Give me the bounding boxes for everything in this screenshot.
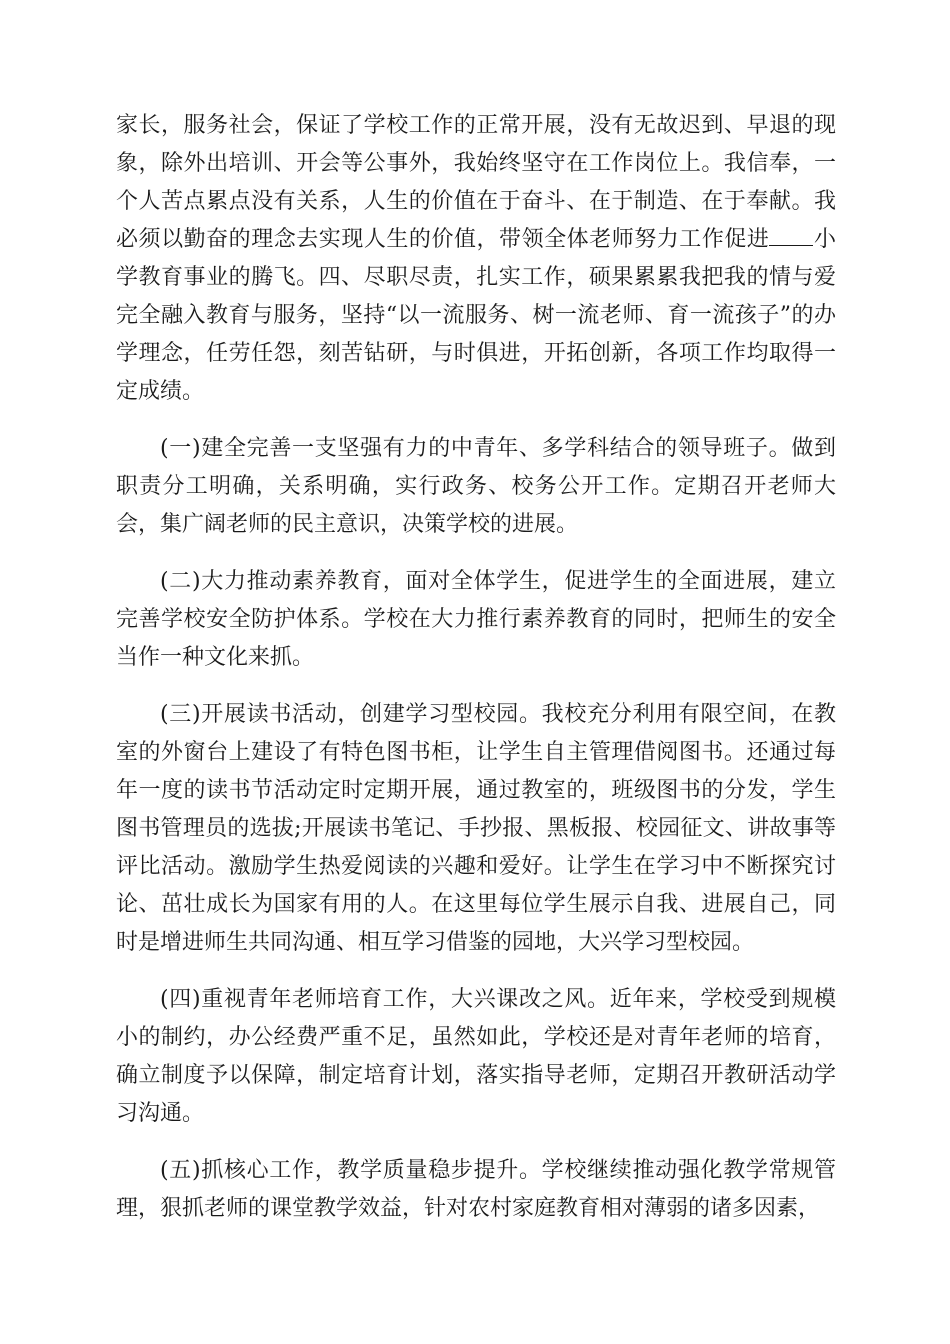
paragraph-section-3: (三)开展读书活动，创建学习型校园。我校充分利用有限空间，在教室的外窗台上建设了有特色图书柜，让学生自主管理借阅图书。还通过每年一度的读书节活动定时定期开展，通过教室的，班级图书的分发，学生图书管理员的选拔;开展读书笔记、手抄报、黑板报、校园征文、讲故事等评比活动。激励学生热爱阅读的兴趣和爱好。让学生在学习中不断探究讨论、茁壮成长为国家有用的人。在这里每位学生展示自我、进展自己，同时是增进师生共同沟通、相互学习借鉴的园地，大兴学习型校园。 [116, 702, 836, 955]
paragraph-section-2: (二)大力推动素养教育，面对全体学生，促进学生的全面进展，建立完善学校安全防护体系。学校在大力推行素养教育的同时，把师生的安全当作一种文化来抓。 [116, 569, 836, 670]
paragraph-section-1: (一)建全完善一支坚强有力的中青年、多学科结合的领导班子。做到职责分工明确，关系明确，实行政务、校务公开工作。定期召开老师大会，集广阔老师的民主意识，决策学校的进展。 [116, 436, 836, 537]
document-body [116, 107, 836, 1247]
paragraph-continued [116, 107, 836, 411]
paragraph-text-after-blank: 小学教育事业的腾飞。四、尽职尽责，扎实工作，硕果累累我把我的情与爱完全融入教育与服务，坚持“以一流服务、树一流老师、育一流孩子”的办学理念，任劳任怨，刻苦钻研，与时俱进，开拓创新，各项工作均取得一定成绩。 [116, 227, 836, 404]
paragraph-section-4: (四)重视青年老师培育工作，大兴课改之风。近年来，学校受到规模小的制约，办公经费严重不足，虽然如此，学校还是对青年老师的培育，确立制度予以保障，制定培育计划，落实指导老师，定期召开教研活动学习沟通。 [116, 987, 836, 1126]
paragraph-text-before-blank: 家长，服务社会，保证了学校工作的正常开展，没有无故迟到、早退的现象，除外出培训、开会等公事外，我始终坚守在工作岗位上。我信奉，一个人苦点累点没有关系，人生的价值在于奋斗、在于制造、在于奉献。我必须以勤奋的理念去实现人生的价值，带领全体老师努力工作促进 [116, 113, 836, 252]
paragraph-section-5: (五)抓核心工作，教学质量稳步提升。学校继续推动强化教学常规管理，狠抓老师的课堂教学效益，针对农村家庭教育相对薄弱的诸多因素， [116, 1158, 836, 1221]
fill-in-blank [769, 225, 813, 246]
